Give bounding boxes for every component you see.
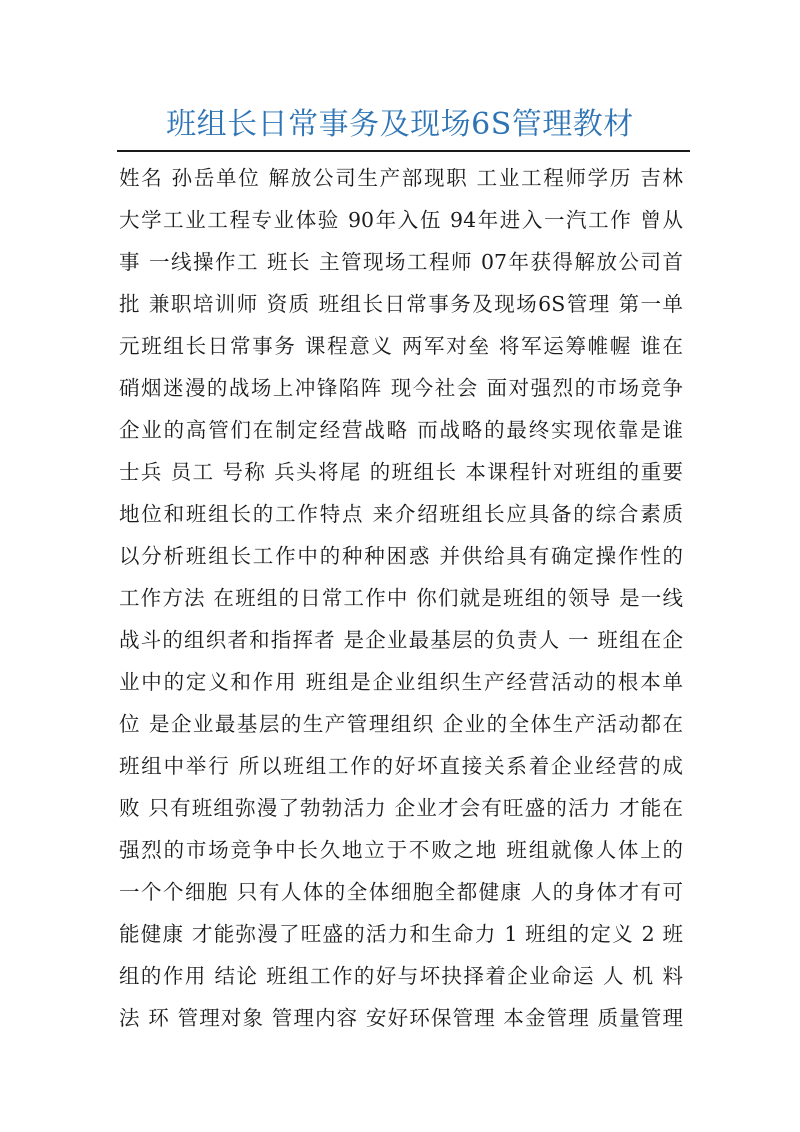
body-line: 企业的高管们在制定经营战略 而战略的最终实现依靠是谁 — [119, 418, 683, 442]
body-line: 事 一线操作工 班长 主管现场工程师 07年获得解放公司首 — [119, 250, 683, 274]
document-title: 班组长日常事务及现场6S管理教材 — [166, 107, 634, 142]
body-line: 以分析班组长工作中的种种困惑 并供给具有确定操作性的 — [119, 544, 683, 568]
body-line: 元班组长日常事务 课程意义 两军对垒 将军运筹帷幄 谁在 — [119, 334, 683, 358]
body-line: 法 环 管理对象 管理内容 安好环保管理 本金管理 质量管理 — [119, 1006, 683, 1030]
body-line: 强烈的市场竞争中长久地立于不败之地 班组就像人体上的 — [119, 838, 683, 862]
body-line: 士兵 员工 号称 兵头将尾 的班组长 本课程针对班组的重要 — [119, 460, 683, 484]
body-line: 位 是企业最基层的生产管理组织 企业的全体生产活动都在 — [119, 712, 683, 736]
document-body — [119, 157, 683, 1039]
body-line: 组的作用 结论 班组工作的好与坏抉择着企业命运 人 机 料 — [119, 964, 683, 988]
body-line: 能健康 才能弥漫了旺盛的活力和生命力 1 班组的定义 2 班 — [119, 922, 683, 946]
body-line: 工作方法 在班组的日常工作中 你们就是班组的领导 是一线 — [119, 586, 683, 610]
body-line: 败 只有班组弥漫了勃勃活力 企业才会有旺盛的活力 才能在 — [119, 796, 683, 820]
body-line: 硝烟迷漫的战场上冲锋陷阵 现今社会 面对强烈的市场竞争 — [119, 376, 683, 400]
title-divider — [117, 150, 690, 152]
body-line: 批 兼职培训师 资质 班组长日常事务及现场6S管理 第一单 — [119, 292, 683, 316]
body-line: 地位和班组长的工作特点 来介绍班组长应具备的综合素质 — [119, 502, 683, 526]
body-line: 大学工业工程专业体验 90年入伍 94年进入一汽工作 曾从 — [119, 208, 683, 232]
body-line: 班组中举行 所以班组工作的好坏直接关系着企业经营的成 — [119, 754, 683, 778]
body-line: 一个个细胞 只有人体的全体细胞全都健康 人的身体才有可 — [119, 880, 683, 904]
body-line: 战斗的组织者和指挥者 是企业最基层的负责人 一 班组在企 — [119, 628, 683, 652]
body-line: 姓名 孙岳单位 解放公司生产部现职 工业工程师学历 吉林 — [119, 166, 683, 190]
body-line: 业中的定义和作用 班组是企业组织生产经营活动的根本单 — [119, 670, 683, 694]
